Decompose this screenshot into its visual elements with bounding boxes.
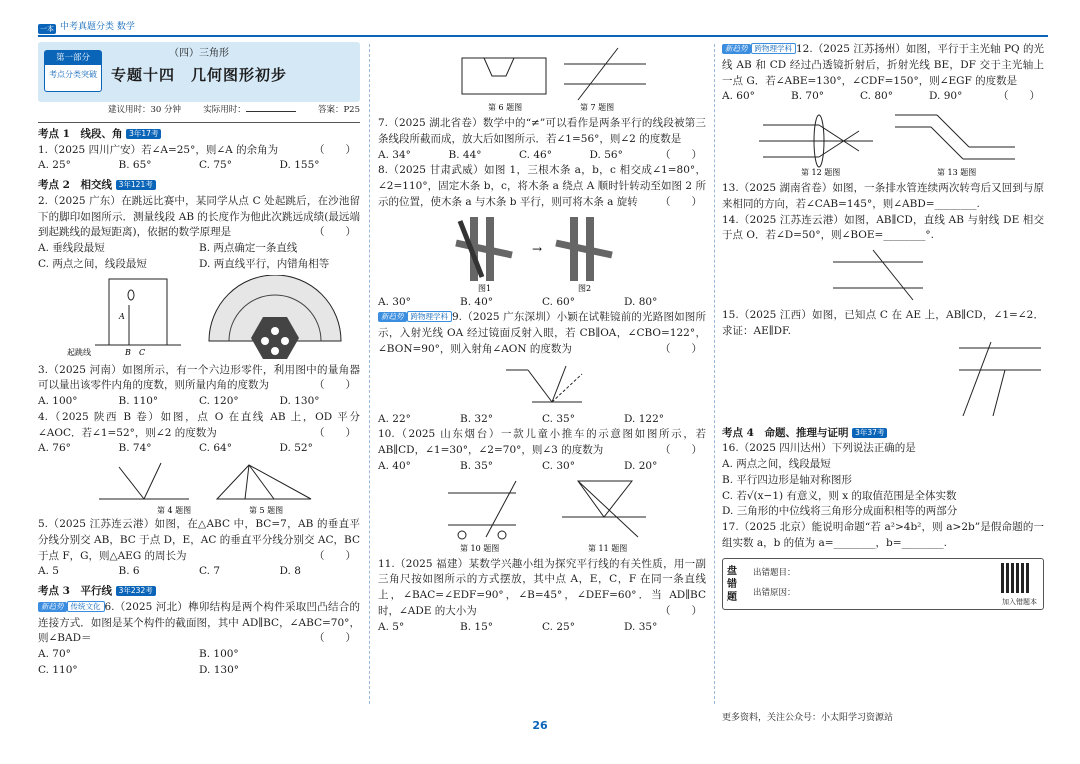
question-10 (378, 427, 706, 459)
options (38, 564, 360, 580)
brand-logo: 一本 (40, 25, 54, 33)
figure-caption: 第 4 题图 (157, 506, 192, 515)
question-13: 13.（2025 湖南省卷）如图，一条排水管连续两次转弯后又回到与原来相同的方向，若∠CAB=145°，则∠ABD=________. (722, 182, 1044, 210)
column-divider (369, 44, 370, 704)
options (722, 89, 998, 105)
footer-note: 更多资料，关注公众号：小太阳学习资源站 (722, 713, 894, 723)
option: B. 15° (460, 620, 494, 633)
option: D. 56° (589, 148, 623, 161)
question-text: 5.（2025 江苏连云港）如图，在△ABC 中，BC=7，AB 的垂直平分线分别交 AB，BC 于点 D，E，AC 的垂直平分线分别交 AC，BC 于点 F，G，则△AEG 的周长为 (38, 518, 360, 562)
actual-time-label: 实际用时： (203, 105, 246, 115)
option: D. 35° (624, 620, 658, 633)
suggested-time: 建议用时：30 分钟 (108, 105, 182, 115)
figure-caption: 图1 (478, 283, 492, 293)
option: B. 44° (448, 148, 482, 161)
frequency-tag: 3年232考 (116, 586, 156, 596)
frequency-tag: 3年37考 (852, 428, 887, 438)
figure-caption: 第 5 题图 (249, 506, 284, 515)
options (38, 647, 360, 679)
option: B. 35° (460, 459, 494, 472)
question-text: 2.（2025 广东）在跳远比赛中，某同学从点 C 处起跳后，在沙池留下的脚印如图所示．测量线段 AB 的长度作为他此次跳远成绩(最远端到起跳线的最短距离)，依据的数学原理是 (38, 194, 360, 239)
part-badge-line1: 第一部分 (45, 51, 101, 65)
running-head: 中考真题分类 数学 (60, 22, 135, 32)
question-text: 10.（2025 山东烟台）一款儿童小推车的示意图如图所示，若 AB∥CD，∠1=30°，∠2=70°，则∠3 的度数为 (378, 428, 706, 456)
answer-paren: （ ） (314, 226, 356, 239)
question-text: 6.（2025 河北）榫卯结构是两个构件采取凹凸结合的连接方式．如图是某个构件的截面图，其中 AD∥BC，∠ABC=70°，则∠BAD＝ (38, 600, 360, 645)
option: A. 垂线段最短 (38, 242, 105, 254)
label-A: A (119, 311, 125, 321)
topic-tag: 跨物理学科 (407, 311, 453, 322)
section-title: 考点 4 命题、推理与证明 (722, 426, 849, 439)
answer-paren: （ ） (660, 195, 702, 208)
answer-paren: （ ） (314, 549, 356, 562)
option: C. 60° (542, 295, 575, 308)
option: B. 100° (199, 648, 239, 660)
option: D. 三角形的中位线将三角形分成面积相等的两部分 (722, 505, 958, 518)
figures-2-3 (49, 275, 349, 361)
figure-15 (723, 342, 1043, 422)
question-text: 11.（2025 福建）某数学兴趣小组为探究平行线的有关性质，用一副三角尺按如图所示的方式摆放，其中点 A，E，C，F 在同一条直线上，∠BAC=∠EDF=90°，∠B=45°，∠DEF=60°．当 AD∥BC 时，∠ADE 的大小为 (378, 557, 706, 617)
figure-caption: 第 12 题图 (801, 168, 841, 177)
answer-paren: （ ） (314, 632, 356, 645)
options (38, 441, 360, 457)
options (378, 148, 660, 164)
option: A. 22° (378, 412, 411, 425)
option: C. 120° (199, 395, 239, 407)
figure-caption: 第 11 题图 (588, 543, 628, 553)
option: C. 两点之间，线段最短 (38, 257, 147, 270)
figures-12-13 (723, 107, 1043, 179)
answer-paren: （ ） (314, 379, 356, 392)
option: A. 76° (38, 442, 71, 455)
option: C. 110° (38, 663, 78, 676)
question-15: 15.（2025 江西）如图，已知点 C 在 AE 上，AB∥CD，∠1=∠2．求证：AE∥DF. (722, 309, 1044, 337)
question-text: 4.（2025 陕西 B 卷）如图，点 O 在直线 AB 上，OD 平分∠AOC．若∠1=52°，则∠2 的度数为 (38, 410, 360, 439)
column-2 (378, 42, 706, 635)
option: C. 30° (542, 459, 575, 472)
option: D. 20° (624, 459, 658, 472)
error-reason-label: 出错原因： (753, 587, 796, 598)
takeoff-line-label: 起跳线 (67, 347, 91, 357)
question-2 (38, 194, 360, 241)
topic-tag: 跨物理学科 (751, 43, 797, 54)
part-badge-line2: 考点分类突破 (49, 70, 97, 79)
figures-4-5 (49, 459, 349, 515)
label-B: B (125, 347, 131, 357)
question-8 (378, 163, 706, 210)
options (378, 620, 706, 636)
option: A. 70° (38, 648, 71, 660)
section-heading (722, 426, 1044, 442)
question-text: 12.（2025 江苏扬州）如图，平行于主光轴 PQ 的光线 AB 和 CD 经过凸透镜折射后，折射光线 BE，DF 交于主光轴上一点 G．若∠ABE=130°，∠CDF=150°，则∠EGF 的度数是 (722, 43, 1044, 87)
option: C. 25° (542, 620, 575, 633)
topic-header (38, 42, 360, 102)
header-rule (38, 35, 1048, 37)
option: C. 7 (199, 565, 221, 578)
option: B. 32° (460, 412, 494, 425)
question-5 (38, 517, 360, 564)
question-9 (378, 310, 706, 357)
option: A. 100° (38, 395, 78, 407)
section-title: 考点 3 平行线 (38, 585, 112, 597)
option: A. 40° (378, 459, 411, 472)
option: B. 70° (791, 90, 825, 103)
option: B. 平行四边形是轴对称图形 (722, 473, 852, 486)
column-3 (722, 42, 1044, 610)
option: B. 两点确定一条直线 (199, 242, 298, 254)
figure-caption: 第 6 题图 (488, 103, 523, 112)
actual-time-blank (246, 111, 296, 112)
qr-caption: 加入错题本 (1002, 597, 1037, 606)
question-6 (38, 600, 360, 647)
section-heading (38, 584, 360, 600)
answer-paren: （ ） (314, 426, 356, 439)
column-divider (714, 44, 715, 704)
section-heading (38, 178, 360, 194)
figure-caption: 图2 (578, 283, 592, 293)
question-4 (38, 410, 360, 442)
options (378, 459, 706, 475)
section-title: 考点 2 相交线 (38, 179, 112, 191)
options (378, 295, 706, 311)
option: B. 74° (118, 442, 152, 455)
question-11 (378, 557, 706, 620)
error-question-label: 出错题目： (753, 567, 796, 578)
figures-10-11 (382, 477, 702, 555)
trend-tag: 新趋势 (38, 602, 67, 612)
option: D. 155° (279, 159, 320, 172)
options (38, 241, 360, 273)
section-title: 考点 1 线段、角 (38, 127, 123, 140)
option: C. 35° (542, 412, 575, 425)
question-16: 16.（2025 四川达州）下列说法正确的是 (722, 442, 916, 455)
svg-text:→: → (532, 241, 543, 256)
page-title: 专题十四 几何图形初步 (110, 66, 287, 84)
option: D. 90° (929, 90, 963, 103)
time-row (38, 104, 360, 123)
question-14: 14.（2025 江苏连云港）如图，AB∥CD，直线 AB 与射线 DE 相交于点 O．若∠D=50°，则∠BOE=________°. (722, 213, 1044, 242)
option: C. 75° (199, 159, 232, 172)
error-box-label: 盘错题 (727, 565, 737, 603)
answer-paren: （ ） (660, 604, 702, 617)
trend-tag: 新趋势 (378, 312, 407, 322)
answer-paren: （ ） (660, 444, 702, 456)
option: C. 46° (519, 148, 552, 161)
figure-caption: 第 13 题图 (937, 168, 977, 177)
option: D. 8 (279, 565, 301, 578)
options (378, 412, 706, 428)
answer-paren: （ ） (660, 342, 702, 355)
option: A. 5 (38, 565, 59, 578)
question-text: 3.（2025 河南）如图所示，有一个六边形零件，利用图中的量角器可以量出该零件内角的度数，则所量内角的度数为 (38, 363, 360, 392)
question-text: 9.（2025 广东深圳）小颖在试鞋镜前的光路图如图所示，入射光线 OA 经过镜面反射入眼，若 CB∥OA，∠CBO=122°，∠BON=90°，则入射角∠AON 的度数为 (378, 311, 706, 355)
answer-paren: （ ） (314, 143, 356, 156)
option: A. 25° (38, 159, 71, 172)
option: B. 6 (118, 565, 140, 578)
figure-9 (382, 360, 702, 410)
question-1 (38, 143, 360, 159)
option: D. 两直线平行，内错角相等 (199, 257, 330, 270)
option: D. 130° (279, 395, 320, 407)
option: D. 130° (199, 663, 240, 676)
question-3 (38, 363, 360, 395)
option: A. 30° (378, 295, 411, 308)
option: C. 64° (199, 442, 232, 455)
figure-8 (382, 213, 702, 293)
trend-tag: 新趋势 (722, 44, 751, 54)
option: B. 110° (118, 395, 159, 407)
option: A. 5° (378, 620, 405, 633)
option: A. 34° (378, 148, 411, 161)
option: C. 若√(x−1) 有意义，则 x 的取值范围是全体实数 (722, 489, 957, 502)
question-17: 17.（2025 北京）能说明命题“若 a²>4b²，则 a>2b”是假命题的一组实数 a，b 的值为 a=________，b=________. (722, 521, 1044, 549)
frequency-tag: 3年121考 (116, 180, 156, 190)
topic-tag: 传统文化 (67, 601, 105, 612)
error-review-box (722, 558, 1044, 610)
top-bar (0, 0, 1080, 40)
options (38, 394, 360, 410)
question-text: 7.（2025 湖北省卷）数学中的“≠”可以看作是两条平行的线段被第三条线段所截而成，放大后如图所示．若∠1=56°，则∠2 的度数是 (378, 117, 706, 145)
option: B. 40° (460, 295, 494, 308)
page-number: 26 (532, 719, 548, 732)
option: A. 两点之间，线段最短 (722, 458, 831, 470)
question-text: 1.（2025 四川广安）若∠A=25°，则∠A 的余角为 (38, 143, 279, 156)
frequency-tag: 3年17考 (126, 129, 161, 139)
answer-ref: 答案：P25 (317, 105, 360, 115)
option: D. 80° (624, 295, 658, 308)
figure-caption: 第 7 题图 (580, 103, 615, 112)
qr-code-icon[interactable] (1001, 563, 1031, 593)
figure-14 (723, 246, 1043, 306)
figure-caption: 第 10 题图 (460, 543, 500, 553)
option: C. 80° (860, 90, 893, 103)
option: A. 60° (722, 90, 755, 103)
section-subtitle: （四）三角形 (169, 48, 229, 59)
label-C: C (139, 347, 146, 357)
option: D. 52° (279, 442, 313, 455)
options (38, 158, 360, 174)
section-heading (38, 127, 360, 143)
figures-6-7 (382, 44, 702, 114)
answer-paren: （ ） (998, 90, 1040, 103)
answer-paren: （ ） (660, 148, 702, 161)
question-text: 8.（2025 甘肃武威）如图 1，三根木条 a，b，c 相交成∠1=80°，∠2=110°，固定木条 b，c，将木条 a 绕点 A 顺时针转动至如图 2 所示的位置，使木条 a 与木条 b 平行，则可将木条 a 旋转 (378, 164, 706, 208)
column-1 (38, 42, 360, 679)
option: D. 122° (624, 412, 665, 425)
option: B. 65° (118, 159, 152, 172)
